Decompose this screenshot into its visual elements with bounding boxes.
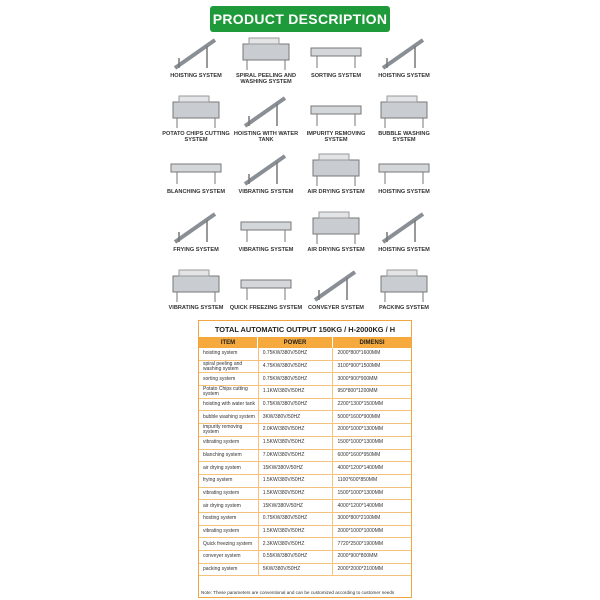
flow-step <box>235 208 297 262</box>
flow-step <box>305 208 367 262</box>
flow-step-label: VIBRATING SYSTEM <box>238 247 294 253</box>
table-row <box>199 488 411 501</box>
cell-item: frying system <box>199 475 259 487</box>
flow-step-label: BLANCHING SYSTEM <box>166 189 226 195</box>
cell-dimension: 2000*1000*1000MM <box>337 527 384 534</box>
cell-power: 15KW/380V/50HZ <box>259 462 334 474</box>
machine-image <box>169 266 223 304</box>
header-dimension: DIMENSI <box>359 339 385 346</box>
header-item: ITEM <box>199 337 258 348</box>
machine-image <box>169 208 223 246</box>
table-row <box>199 373 411 386</box>
flow-step-label: VIBRATING SYSTEM <box>238 189 294 195</box>
cell-dimension: 2000*1000*1300MM <box>337 426 384 433</box>
flow-step <box>373 34 435 88</box>
flow-step-label: IMPURITY REMOVING SYSTEM <box>306 131 366 143</box>
cell-item: Potato Chips cutting system <box>199 386 259 398</box>
flow-step <box>162 92 230 146</box>
flow-step <box>305 266 367 320</box>
flow-step <box>305 92 367 146</box>
cell-item: impurity removing system <box>199 424 259 436</box>
machine-image <box>377 150 431 188</box>
table-row <box>199 450 411 463</box>
cell-item: hoisting system <box>199 348 259 360</box>
flow-step-label: POTATO CHIPS CUTTING SYSTEM <box>162 131 230 143</box>
header-power: POWER <box>258 337 333 348</box>
cell-item: sorting system <box>199 373 259 385</box>
flow-step-label: BUBBLE WASHING SYSTEM <box>378 131 430 143</box>
cell-item: bubble washing system <box>199 411 259 423</box>
machine-image <box>309 34 363 72</box>
flow-step <box>305 34 367 88</box>
cell-dimension: 6000*1600*950MM <box>337 451 381 458</box>
cell-power: 3KW/380V/50HZ <box>259 411 334 423</box>
table-header <box>199 337 411 348</box>
cell-item: packing system <box>199 564 259 576</box>
cell-power: 4.75KW/380V/50HZ <box>259 361 334 373</box>
machine-image <box>377 34 431 72</box>
cell-dimension: 3000*800*2100MM <box>337 515 381 522</box>
cell-item: spiral peeling and washing system <box>199 361 259 373</box>
machine-image <box>169 92 223 130</box>
cell-dimension: 7720*2500*1900MM <box>337 540 384 547</box>
machine-image <box>377 266 431 304</box>
flow-step <box>165 34 227 88</box>
flow-step-label: HOISTING WITH WATER TANK <box>233 131 299 143</box>
table-row <box>199 564 411 577</box>
machine-image <box>309 208 363 246</box>
cell-power: 15KW/380V/50HZ <box>259 500 334 512</box>
flow-step-label: VIBRATING SYSTEM <box>168 305 224 311</box>
machine-image <box>239 208 293 246</box>
cell-power: 1.5KW/380V/50HZ <box>259 488 334 500</box>
table-row <box>199 500 411 513</box>
flow-step <box>229 266 303 320</box>
table-row <box>199 386 411 399</box>
machine-image <box>169 34 223 72</box>
machine-image <box>309 92 363 130</box>
table-row <box>199 399 411 412</box>
flow-step <box>165 150 227 204</box>
cell-power: 1.5KW/380V/50HZ <box>259 526 334 538</box>
cell-power: 0.75KW/380V/50HZ <box>259 513 334 525</box>
table-row <box>199 361 411 374</box>
cell-dimension: 2000*2000*2100MM <box>337 566 384 573</box>
table-title: TOTAL AUTOMATIC OUTPUT 150KG / H-2000KG / H <box>214 324 396 334</box>
machine-image <box>309 266 363 304</box>
table-row <box>199 538 411 551</box>
process-flow <box>162 34 435 319</box>
table-row <box>199 526 411 539</box>
flow-step <box>165 266 227 320</box>
cell-power: 1.5KW/380V/50HZ <box>259 475 334 487</box>
flow-step-label: QUICK FREEZING SYSTEM <box>229 305 303 311</box>
cell-power: 0.55KW/380V/50HZ <box>259 551 334 563</box>
flow-step-label: HOISTING SYSTEM <box>170 73 222 79</box>
flow-step <box>305 150 367 204</box>
page-title-banner <box>210 6 390 32</box>
cell-dimension: 950*800*1200MM <box>337 388 378 395</box>
flow-step-label: CONVEYER SYSTEM <box>308 305 364 311</box>
flow-step-label: AIR DRYING SYSTEM <box>307 189 365 195</box>
flow-step-label: HOISTING SYSTEM <box>378 73 430 79</box>
cell-power: 5KW/380V/50HZ <box>259 564 334 576</box>
cell-item: Quick freezing system <box>199 538 259 550</box>
cell-dimension: 2200*1300*1500MM <box>337 401 384 408</box>
cell-item: vibrating system <box>199 526 259 538</box>
machine-image <box>239 92 293 130</box>
flow-step-label: SPIRAL PEELING AND WASHING SYSTEM <box>236 73 296 85</box>
flow-step-label: HOISTING SYSTEM <box>378 189 430 195</box>
flow-step-label: SORTING SYSTEM <box>310 73 362 79</box>
cell-power: 0.75KW/380V/50HZ <box>259 399 334 411</box>
cell-dimension: 4000*1200*1400MM <box>337 464 384 471</box>
table-body <box>199 348 411 576</box>
cell-dimension: 2000*800*1600MM <box>337 350 381 357</box>
cell-power: 7.0KW/380V/50HZ <box>259 450 334 462</box>
cell-power: 2.3KW/380V/50HZ <box>259 538 334 550</box>
table-row <box>199 513 411 526</box>
flow-step <box>235 92 297 146</box>
cell-item: hoisting with water tank <box>199 399 259 411</box>
cell-dimension: 2000*900*800MM <box>337 553 378 560</box>
flow-step <box>165 208 227 262</box>
table-row <box>199 411 411 424</box>
cell-dimension: 1500*1000*1300MM <box>337 439 384 446</box>
machine-image <box>239 34 293 72</box>
machine-image <box>309 150 363 188</box>
cell-power: 1.1KW/380V/50HZ <box>259 386 334 398</box>
cell-power: 2.0KW/380V/50HZ <box>259 424 334 436</box>
cell-dimension: 3000*900*900MM <box>337 375 378 382</box>
machine-image <box>377 208 431 246</box>
flow-step <box>235 34 297 88</box>
table-row <box>199 437 411 450</box>
flow-step <box>373 266 435 320</box>
table-row <box>199 462 411 475</box>
machine-image <box>169 150 223 188</box>
flow-step-label: FRYING SYSTEM <box>173 247 219 253</box>
table-note: Note: These parameters are conventional and can be customized according to customer needs <box>201 590 395 595</box>
table-row <box>199 424 411 437</box>
machine-image <box>239 150 293 188</box>
cell-item: vibrating system <box>199 437 259 449</box>
flow-step <box>235 150 297 204</box>
cell-item: conveyer system <box>199 551 259 563</box>
cell-power: 0.75KW/380V/50HZ <box>259 373 334 385</box>
cell-item: hosting system <box>199 513 259 525</box>
cell-dimension: 3100*900*1500MM <box>337 363 381 370</box>
cell-item: air drying system <box>199 462 259 474</box>
machine-image <box>239 266 293 304</box>
flow-step <box>373 208 435 262</box>
table-row <box>199 551 411 564</box>
table-row <box>199 348 411 361</box>
cell-dimension: 4000*1200*1400MM <box>337 502 384 509</box>
flow-step-label: HOISTING SYSTEM <box>378 247 430 253</box>
table-row <box>199 475 411 488</box>
cell-item: blanching system <box>199 450 259 462</box>
flow-step <box>373 92 435 146</box>
flow-step-label: PACKING SYSTEM <box>379 305 429 311</box>
cell-power: 1.5KW/380V/50HZ <box>259 437 334 449</box>
cell-item: vibrating system <box>199 488 259 500</box>
flow-step-label: AIR DRYING SYSTEM <box>307 247 365 253</box>
spec-table <box>198 320 412 598</box>
cell-item: air drying system <box>199 500 259 512</box>
flow-step <box>373 150 435 204</box>
machine-image <box>377 92 431 130</box>
cell-power: 0.75KW/380V/50HZ <box>259 348 334 360</box>
page-title: PRODUCT DESCRIPTION <box>212 11 388 27</box>
cell-dimension: 1500*1000*1300MM <box>337 489 384 496</box>
cell-dimension: 5000*1600*900MM <box>337 413 381 420</box>
cell-dimension: 1100*600*850MM <box>337 477 378 484</box>
